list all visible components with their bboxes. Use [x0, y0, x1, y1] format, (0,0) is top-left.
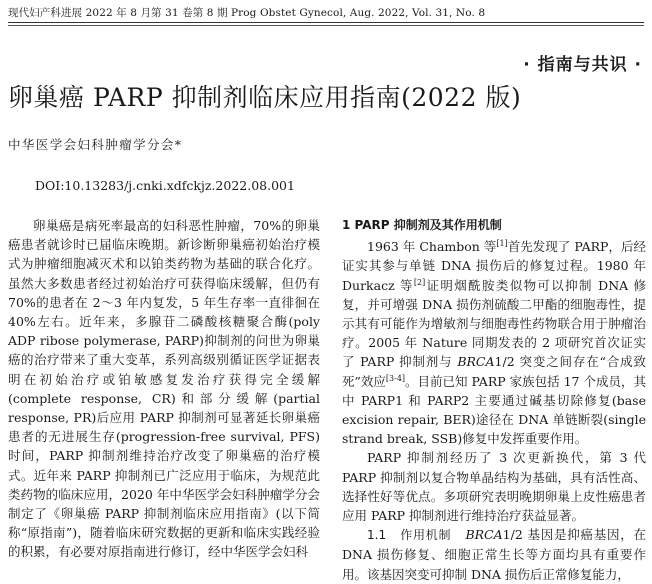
- section-tag: · 指南与共识 ·: [523, 55, 642, 75]
- right-column: [342, 216, 646, 584]
- citation-1: [1]: [496, 239, 508, 249]
- citation-3-4: [3-4]: [385, 373, 406, 383]
- header-rule-bottom: [8, 25, 644, 26]
- header-rule-top: [8, 22, 644, 23]
- intro-paragraph: 卵巢癌是病死率最高的妇科恶性肿瘤，70%的卵巢癌患者就诊时已届临床晚期。新诊断卵巢癌初始治疗模式为肿瘤细胞减灭术和以铂类药物为基础的联合化疗。虽然大多数患者经过初始治疗可获得临床缓解，但仍有 70%的患者在 2～3 年内复发，5 年生存率一直徘徊在 40%左右。近年来，多腺苷二磷酸核糖聚合酶(poly ADP ribose polymerase, PARP)抑制剂的问世为卵巢癌的治疗带来了重大变革，系列高级别循证医学证据表明在初始治疗或铂敏感复发治疗获得完全缓解(complete response, CR)和部分缓解(partial response, PR)后应用 PARP 抑制剂可显著延长卵巢癌患者的无进展生存(progression-free survival, PFS)时间，PARP 抑制剂维持治疗改变了卵巢癌的治疗模式。近年来 PARP 抑制剂已广泛应用于临床，为规范此类药物的临床应用，2020 年中华医学会妇科肿瘤学分会制定了《卵巢癌 PARP 抑制剂临床应用指南》(以下简称“原指南”)，随着临床研究数据的更新和临床实践经验的积累，有必要对原指南进行修订，经中华医学会妇科: [8, 218, 320, 560]
- section-1-heading: 1 PARP 抑制剂及其作用机制: [342, 218, 502, 232]
- author-line: 中华医学会妇科肿瘤学分会*: [8, 137, 183, 152]
- left-column: [8, 216, 320, 562]
- gene-name: BRCA: [465, 527, 503, 543]
- running-header: 现代妇产科进展 2022 年 8 月第 31 卷第 8 期 Prog Obstet Gynecol, Aug. 2022, Vol. 31, No. 8: [8, 7, 486, 19]
- paragraph-history: 1963 年 Chambon 等[1]首先发现了 PARP，后经证实其参与单链 DNA 损伤后的修复过程。1980 年 Durkacz 等[2]证明烟酰胺类似物可以抑制 DNA 修复，并可增强 DNA 损伤剂硫酸二甲酯的细胞毒性，提示其有可能作为增敏剂与细胞毒性药物联合用于肿瘤治疗。2005 年 Nature 同期发表的 2 项研究首次证实了 PARP 抑制剂与 BRCA1/2 突变之间存在“合成致死”效应[3-4]。目前已知 PARP 家族包括 17 个成员，其中 PARP1 和 PARP2 主要通过碱基切除修复(base excision repair, BER)途径在 DNA 单链断裂(single strand break, SSB)修复中发挥重要作用。: [342, 239, 647, 447]
- paragraph-generations: PARP 抑制剂经历了 3 次更新换代，第 3 代 PARP 抑制剂以复合物单晶结构为基础，具有活性高、选择性好等优点。多项研究表明晚期卵巢上皮性癌患者应用 PARP 抑制剂进行维持治疗获益显著。: [342, 450, 646, 524]
- subsection-title: 作用机制: [400, 528, 452, 543]
- citation-2: [2]: [413, 277, 426, 287]
- subsection-number: 1.1: [367, 528, 387, 543]
- article-title: 卵巢癌 PARP 抑制剂临床应用指南(2022 版): [8, 83, 522, 112]
- doi-line: DOI:10.13283/j.cnki.xdfckjz.2022.08.001: [35, 178, 295, 193]
- gene-name: BRCA: [457, 354, 495, 370]
- subsection-1-1: 1.1 作用机制 BRCA1/2 基因是抑癌基因，在 DNA 损伤修复、细胞正常生长等方面均具有重要作用。该基因突变可抑制 DNA 损伤后正常修复能力，: [342, 527, 646, 582]
